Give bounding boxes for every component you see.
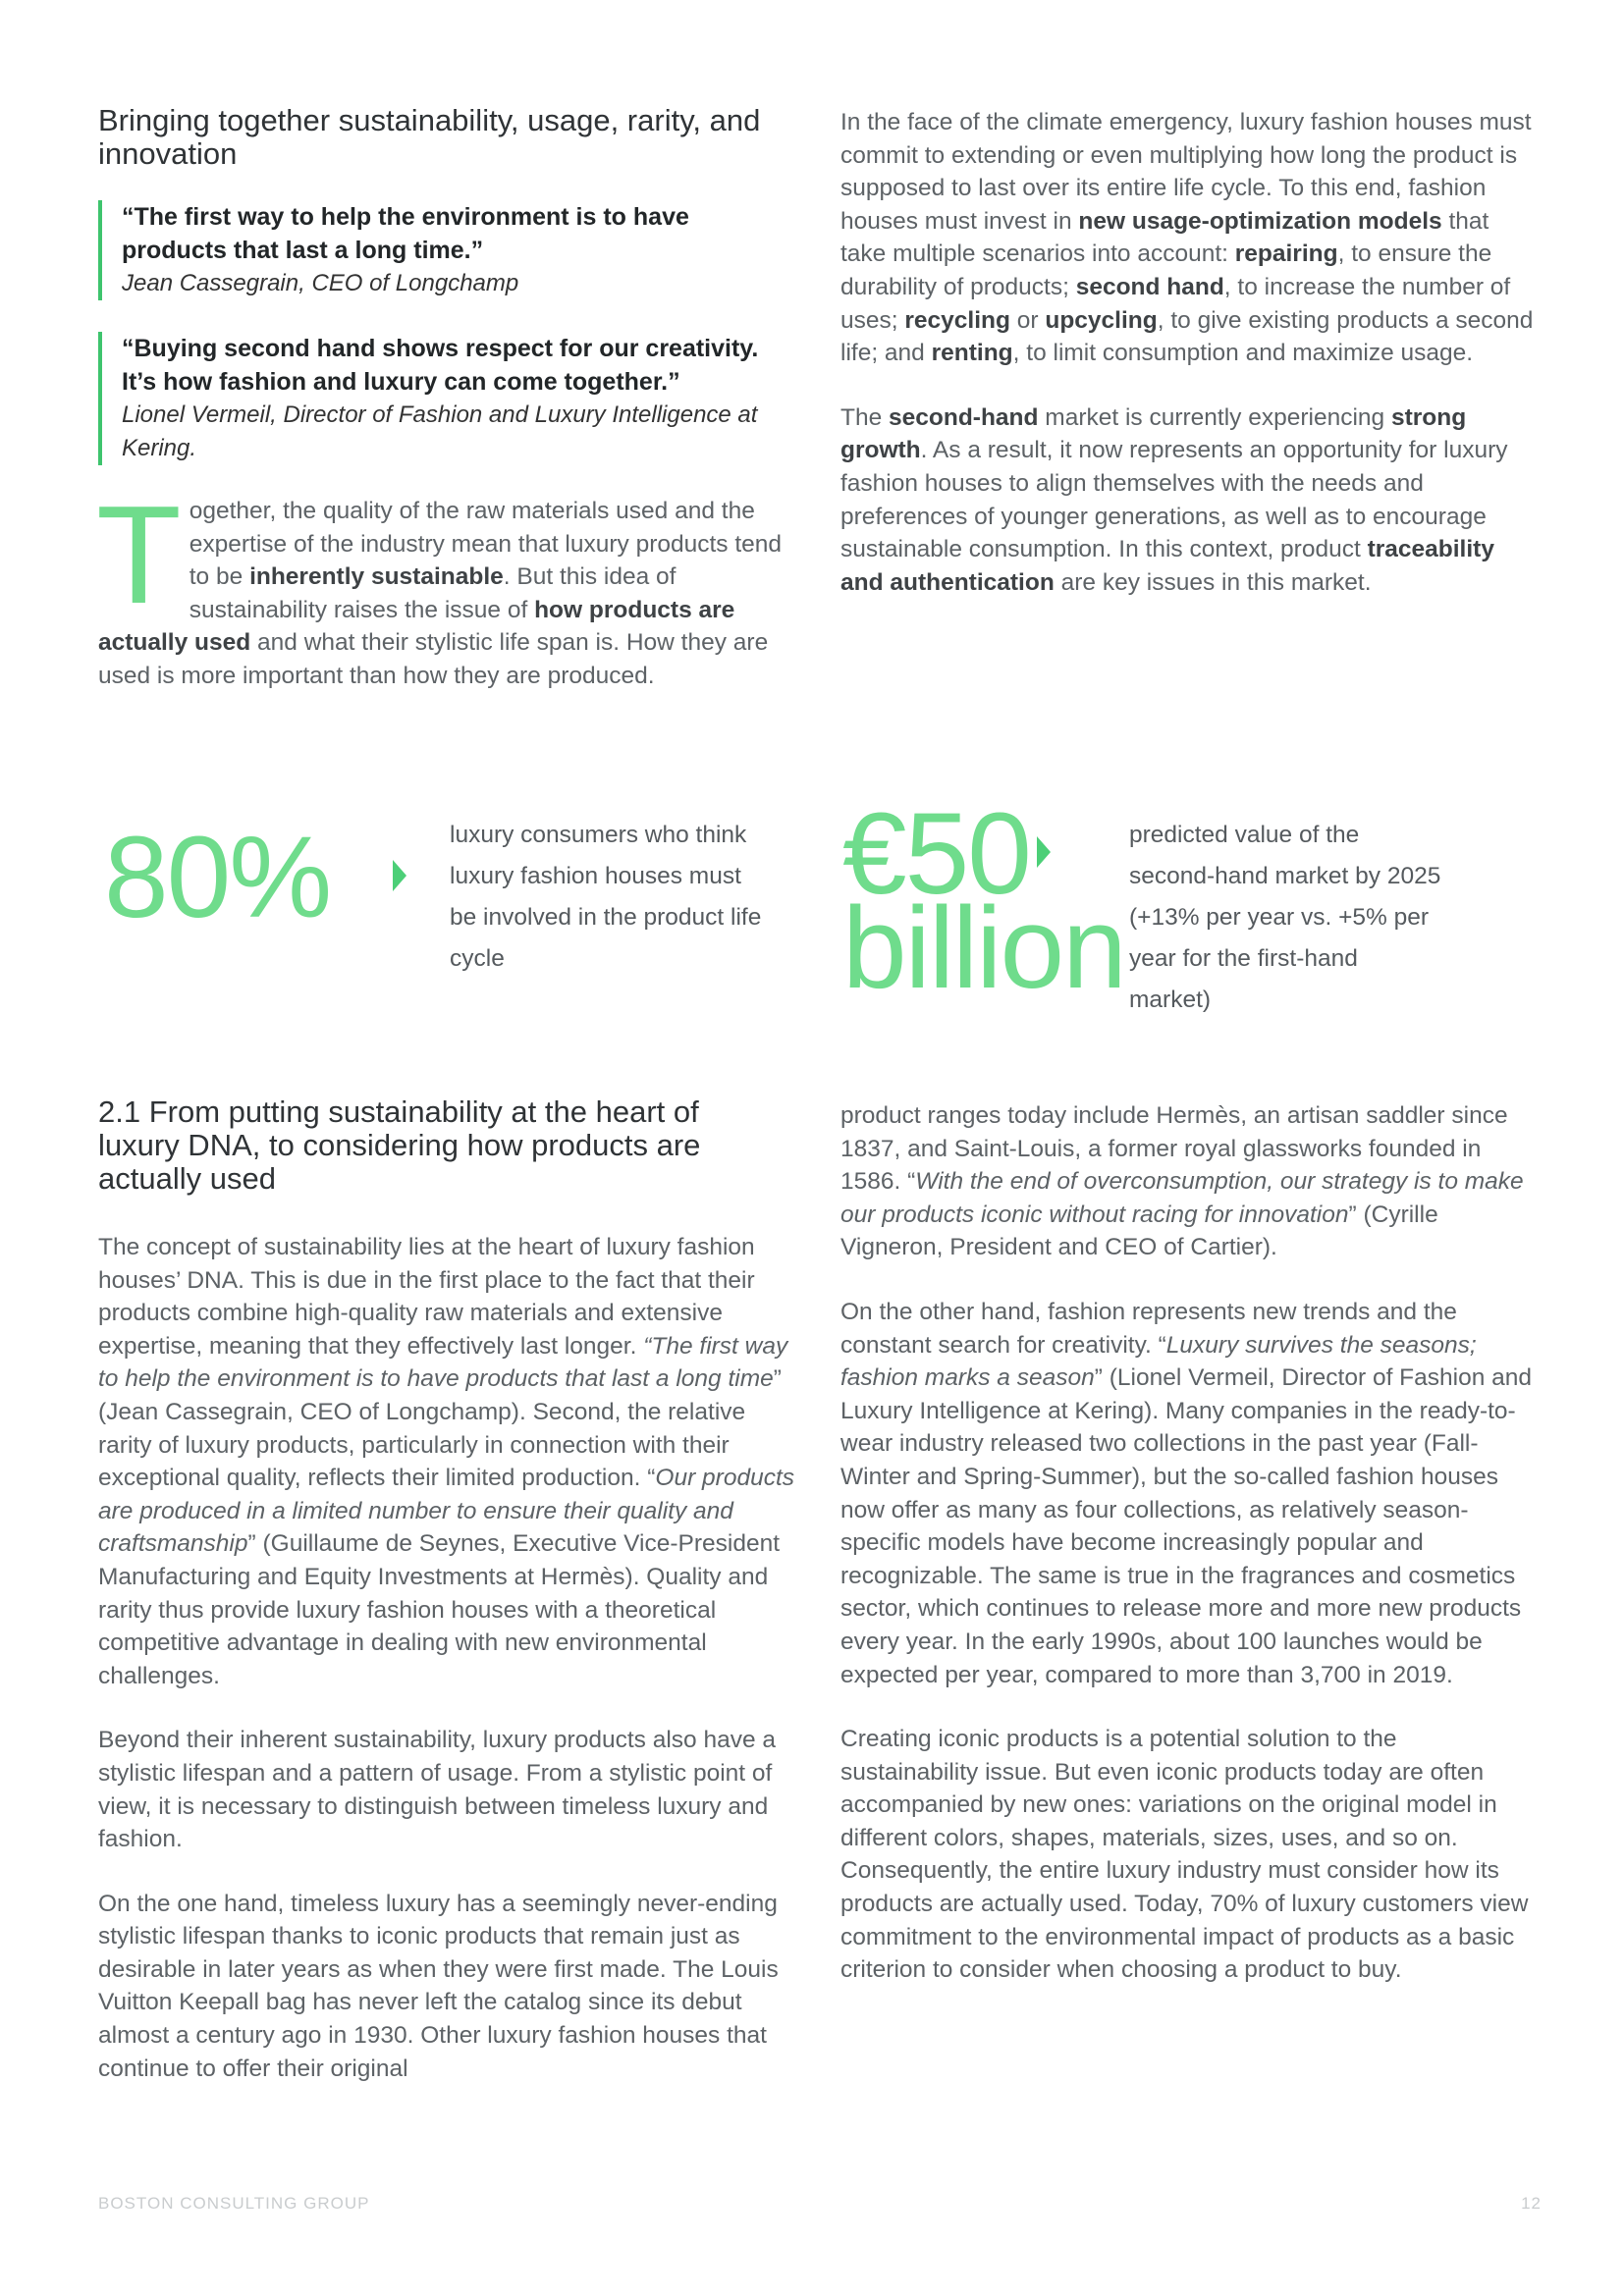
pull-quote-2-text: “Buying second hand shows respect for our creativity. It’s how fashion and luxury can come together.” — [122, 335, 759, 396]
pull-quote-1-text: “The first way to help the environment is to have products that last a long time.” — [122, 203, 689, 264]
sustainability-dna-paragraph: The concept of sustainability lies at the heart of luxury fashion houses’ DNA. This is due in the first place to the fact that their products combine high-quality raw materials and extensive expertise, meaning that they effectively last longer. “The first way to help the environment is to have products that last a long time” (Jean Cassegrain, CEO of Longchamp). Second, the relative rarity of luxury products, particularly in connection with their exceptional quality, reflects their limited production. “Our products are produced in a limited number to ensure their quality and craftsmanship” (Guillaume de Seynes, Executive Vice-President Manufacturing and Equity Investments at Hermès). Quality and rarity thus provide luxury fashion houses with a theoretical competitive advantage in dealing with new environmental challenges. — [98, 1234, 795, 1689]
fashion-trends-paragraph: On the other hand, fashion represents new trends and the constant search for creativity. “Luxury survives the seasons; fashion marks a season” (Lionel Vermeil, Director of Fashion and Luxury Intelligence at Kering). Many companies in the ready-to-wear industry released two collections in the past year (Fall-Winter and Spring-Summer), but the so-called fashion houses now offer as many as four collections, as relatively season-specific models have become increasingly popular and recognizable. The same is true in the fragrances and cosmetics sector, which continues to release more and more new products every year. In the early 1990s, about 100 launches would be expected per year, compared to more than 3,700 in 2019. — [840, 1298, 1533, 1688]
intro-paragraph: Together, the quality of the raw materials used and the expertise of the industry mean that luxury products tend to be inherently sustainable. But this idea of sustainability raises the issue of how products are actually used and what their stylistic life span is. How they are used is more important than how they are produced. — [96, 477, 783, 689]
pull-quote-1-attribution: Jean Cassegrain, CEO of Longchamp — [122, 270, 519, 296]
pull-quote-2 — [98, 332, 797, 465]
pull-quote-2-attribution: Lionel Vermeil, Director of Fashion and Luxury Intelligence at Kering. — [122, 401, 758, 461]
section-left-column — [98, 1095, 797, 2085]
stat-80-value: 80% — [104, 813, 331, 942]
product-ranges-paragraph: product ranges today include Hermès, an artisan saddler since 1837, and Saint-Louis, a former royal glassworks founded in 1586. “With the end of overconsumption, our strategy is to make our products iconic without racing for innovation” (Cyrille Vigneron, President and CEO of Cartier). — [840, 1102, 1524, 1261]
arrow-right-icon — [1037, 836, 1051, 868]
intro-right-column — [840, 106, 1540, 599]
section-heading: 2.1 From putting sustainability at the heart of luxury DNA, to considering how products are actually used — [98, 1095, 701, 1196]
stat-50-description: predicted value of the second-hand market by 2025 (+13% per year vs. +5% per year for the first-hand market) — [1129, 822, 1441, 1013]
arrow-right-icon — [393, 860, 406, 891]
section-right-column — [840, 1099, 1540, 1987]
iconic-products-paragraph: Creating iconic products is a potential solution to the sustainability issue. But even iconic products today are often accompanied by new ones: variations on the original model in different colors, shapes, materials, sizes, uses, and so on. Consequently, the entire luxury industry must consider how its products are actually used. Today, 70% of luxury customers view commitment to the environmental impact of products as a basic criterion to consider when choosing a product to buy. — [840, 1726, 1529, 1984]
intro-heading: Bringing together sustainability, usage, rarity, and innovation — [98, 103, 761, 171]
usage-models-paragraph: In the face of the climate emergency, luxury fashion houses must commit to extending or even multiplying how long the product is supposed to last over its entire life cycle. To this end, fashion houses must invest in new usage-optimization models that take multiple scenarios into account: repairing, to ensure the durability of products; second hand, to increase the number of uses; recycling or upcycling, to give existing products a second life; and renting, to limit consumption and maximize usage. — [840, 109, 1534, 367]
second-hand-paragraph: The second-hand market is currently experiencing strong growth. As a result, it now represents an opportunity for luxury fashion houses to align themselves with the needs and preferences of younger generations, as well as to encourage sustainable consumption. In this context, product traceability and authentication are key issues in this market. — [840, 403, 1508, 596]
intro-left-column — [98, 104, 797, 693]
stylistic-lifespan-paragraph: Beyond their inherent sustainability, luxury products also have a stylistic lifespan and a pattern of usage. From a stylistic point of view, it is necessary to distinguish between timeless luxury and fashion. — [98, 1727, 777, 1853]
timeless-luxury-paragraph: On the one hand, timeless luxury has a seemingly never-ending stylistic lifespan thanks to iconic products that remain just as desirable in later years as when they were first made. The Louis Vuitton Keepall bag has never left the catalog since its debut almost a century ago in 1930. Other luxury fashion houses that continue to offer their original — [98, 1890, 779, 2082]
stat-50-value-line1: €50 — [842, 789, 1030, 919]
stat-50-value-line2: billion — [842, 883, 1125, 1013]
page-number: 12 — [1521, 2194, 1542, 2213]
drop-cap: T — [96, 477, 182, 633]
stat-80-description: luxury consumers who think luxury fashion houses must be involved in the product life cycle — [450, 822, 762, 972]
pull-quote-1 — [98, 200, 797, 300]
footer-brand: BOSTON CONSULTING GROUP — [98, 2194, 370, 2213]
